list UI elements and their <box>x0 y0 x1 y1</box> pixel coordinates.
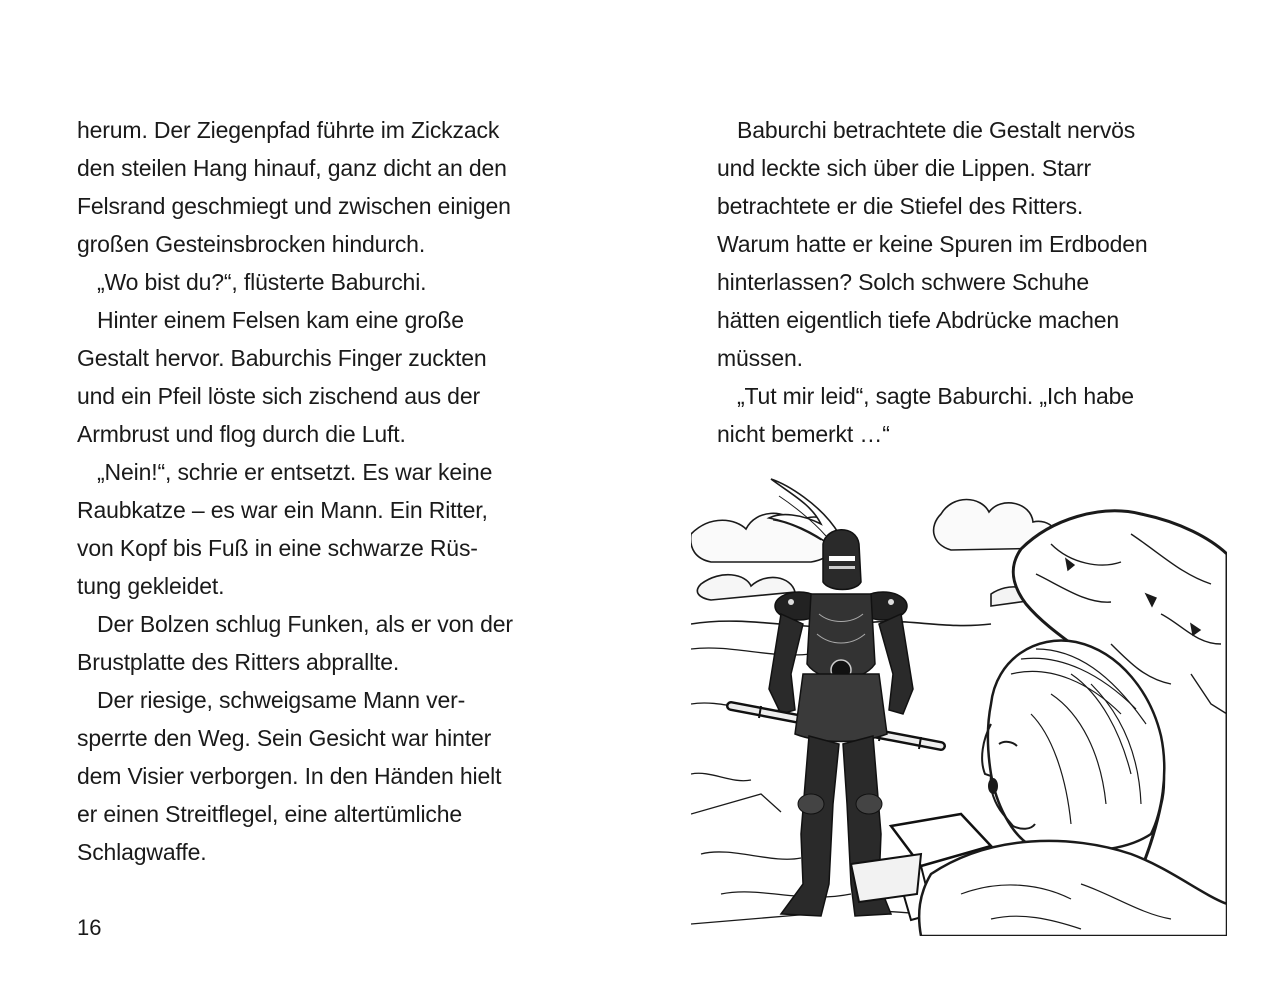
text-line: Brustplatte des Ritters abprallte. <box>77 649 400 675</box>
text-line: „Wo bist du?“, flüsterte Baburchi. <box>97 269 427 295</box>
text-line: Felsrand geschmiegt und zwischen einigen <box>77 193 511 219</box>
text-line: Der Bolzen schlug Funken, als er von der <box>97 611 513 637</box>
text-line: nicht bemerkt …“ <box>717 421 890 447</box>
left-text-column <box>77 111 577 871</box>
text-line: Gestalt hervor. Baburchis Finger zuckten <box>77 345 487 371</box>
right-page <box>640 0 1280 999</box>
text-line: Schlagwaffe. <box>77 839 207 865</box>
text-line: hinterlassen? Solch schwere Schuhe <box>717 269 1090 295</box>
right-text-column <box>717 111 1217 453</box>
text-line: Baburchi betrachtete die Gestalt nervös <box>737 117 1136 143</box>
knight-illustration <box>691 474 1227 936</box>
text-line: hätten eigentlich tiefe Abdrücke machen <box>717 307 1120 333</box>
text-line: und ein Pfeil löste sich zischend aus der <box>77 383 480 409</box>
text-line: Armbrust und flog durch die Luft. <box>77 421 406 447</box>
text-line: sperrte den Weg. Sein Gesicht war hinter <box>77 725 492 751</box>
page-number: 16 <box>77 915 102 940</box>
text-line: betrachtete er die Stiefel des Ritters. <box>717 193 1084 219</box>
text-line: tung gekleidet. <box>77 573 225 599</box>
text-line: und leckte sich über die Lippen. Starr <box>717 155 1092 181</box>
text-line: Warum hatte er keine Spuren im Erdboden <box>717 231 1148 257</box>
text-line: großen Gesteinsbrocken hindurch. <box>77 231 426 257</box>
text-line: er einen Streitflegel, eine altertümliche <box>77 801 463 827</box>
text-line: den steilen Hang hinauf, ganz dicht an den <box>77 155 507 181</box>
text-line: „Tut mir leid“, sagte Baburchi. „Ich habe <box>737 383 1134 409</box>
text-line: Der riesige, schweigsame Mann ver- <box>97 687 466 713</box>
text-line: „Nein!“, schrie er entsetzt. Es war keine <box>97 459 493 485</box>
text-line: herum. Der Ziegenpfad führte im Zickzack <box>77 117 500 143</box>
text-line: Raubkatze – es war ein Mann. Ein Ritter, <box>77 497 488 523</box>
text-line: von Kopf bis Fuß in eine schwarze Rüs- <box>77 535 478 561</box>
text-line: dem Visier verborgen. In den Händen hielt <box>77 763 502 789</box>
text-line: müssen. <box>717 345 803 371</box>
text-line: Hinter einem Felsen kam eine große <box>97 307 464 333</box>
